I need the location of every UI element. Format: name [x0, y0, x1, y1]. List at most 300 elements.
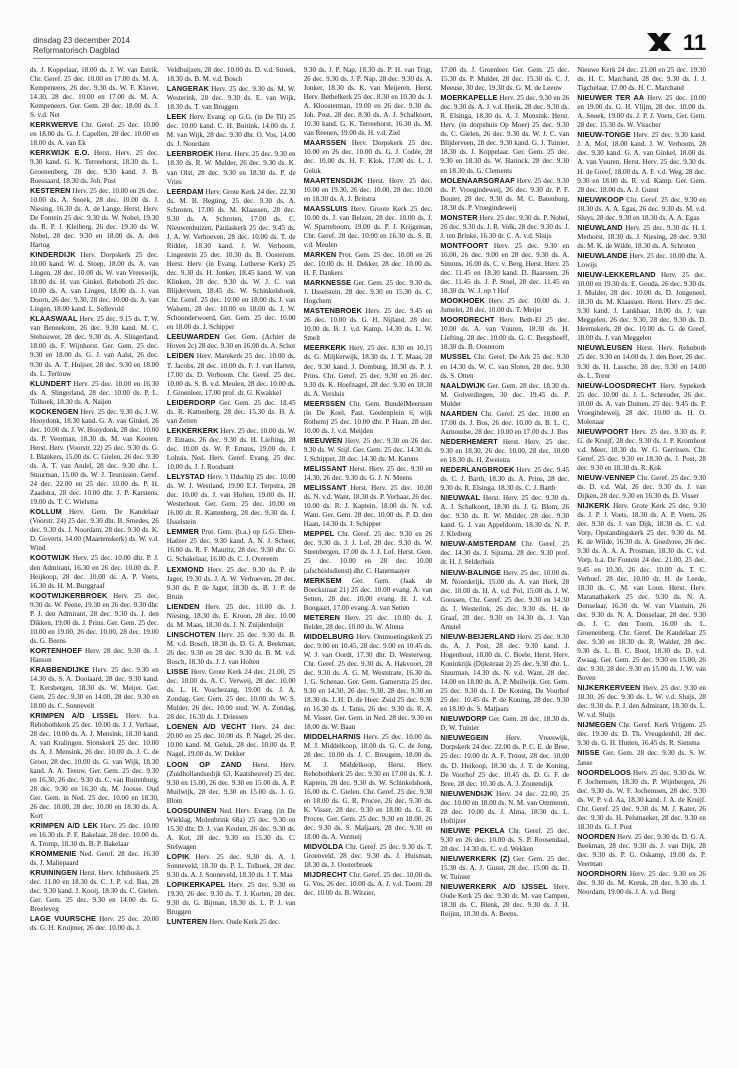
service-details: Herv. 28 dec. 9.30 ds. J. Hanson: [30, 646, 159, 664]
listing-entry: [440, 854, 569, 882]
listing-entry: [577, 93, 706, 130]
listing-entry: [167, 149, 296, 186]
service-details: Herst. Herv. 25 dec. 9.30 ds. A. J. Schalkoort, 18.30 ds. J. G. Blom, 26 dec. 9.30 ds. R. W. Mulder, 28 dec. 9.30 kand. G. J. van Appeldoorn, 18.30 ds. N. P. J. Kleiberg: [440, 494, 570, 539]
place-name: NIEUW-BALINGE: [440, 567, 502, 577]
listing-entry: [167, 527, 296, 564]
service-details: Herv. 25 dec. 10.00 dhr. P. J. den Admirant, 16.30 en 26 dec. 10.00 ds. P. Heijkoop, 28 dec. 10.00 ds. A. P. Voets, 16.30 ds. H. M. Burggraaf: [30, 554, 159, 590]
service-details: Herv. Gem. De Kandelaar (Voorstr. 24) 25 dec. 9.30 dhr. B. Smedes, 26 dec. 9.30 ds. J. Noordam, 28 dec. 9.30 ds. K. D. Goverts, 14.00 (Maartenskerk) ds. W. v.d. Wind: [30, 508, 159, 553]
service-details: Herv. 25 dec. 10.00 ds. J. Jumelet, 28 dec. 10.00 ds. T. Meijer: [440, 297, 570, 315]
place-name: KRUININGEN: [30, 868, 78, 878]
listing-entry: [167, 112, 296, 149]
place-name: KORTENHOEF: [30, 645, 83, 655]
place-name: MOORDRECHT: [440, 315, 495, 325]
place-name: METEREN: [303, 612, 340, 622]
place-name: MEERKERK: [303, 343, 347, 353]
listing-entry: [30, 591, 159, 646]
place-name: MARKEN: [303, 249, 337, 259]
place-name: NEDERHEMERT: [440, 436, 498, 446]
place-name: MASTENBROEK: [303, 306, 362, 316]
place-name: NIEUWE PEKELA: [440, 825, 505, 835]
service-details: Ger. Gem. 28 dec. 18.30 ds. D. W. Tuinier: [440, 715, 570, 733]
place-name: MAASSLUIS: [303, 203, 348, 213]
listing-entry: [30, 250, 159, 314]
listing-entry: [304, 278, 433, 306]
listing-entry: [167, 472, 296, 527]
listing-entry: [30, 868, 159, 914]
place-name: NIEUWENDIJK: [440, 788, 493, 798]
service-details: Herv. 25 dec. 9.30 en 26 dec. 9.30 ds. W. Stijf. Ger. Gem. 25 dec. 14.30 ds. J. Schipper, 28 dec. 14.30 ds. M. Karens: [303, 436, 433, 463]
listing-entry: [167, 426, 296, 472]
service-details: Herv. 25 dec. 9.30 ds. D. G. A. Beekman, 28 dec. 9.30 ds. J. van Dijk, 28 dec. 9.30 ds. P. G. Oskamp, 19.00 ds. P. Veerman: [577, 832, 706, 869]
place-name: KROMMENIE: [30, 848, 77, 858]
service-details: Herv. Vreeswijk, Dorpskerk 24 dec. 22.00 ds. P. C. E. de Bree, 25 dec. 10.00 dr. A. F. Troost, 28 dec. 10.00 ds. D. Heikoop, 18.30 ds. J. T. de Koning, De Voorhof 25 dec. 10.45 ds. D. G. F. de Bree, 28 dec. 10.30 ds. A. J. Zoutendijk: [440, 734, 570, 788]
listing-entry: [30, 148, 159, 185]
listing-entry: [577, 195, 706, 223]
place-name: NEDERLANGBROEK: [440, 465, 515, 475]
listing-entry: [577, 270, 706, 343]
place-name: LEIDEN: [166, 351, 195, 361]
place-name: MIJDRECHT: [303, 870, 348, 880]
service-details: Ger. Gem. (Achter de Hoven 2c) 28 dec. 9.30 en 16.00 ds. A. Schot: [166, 333, 296, 351]
place-name: LOENEN A/D VECHT: [166, 722, 247, 732]
listing-entry: [167, 351, 296, 397]
page-number: 11: [683, 30, 707, 55]
service-details: Herst. Herv. Rehoboth 25 dec. 9.30 en 14.00 ds. J. den Boer, 26 dec. 9.30 ds. H. Lassche, 28 dec. 9.30 en 14.00 ds. L. Treur: [577, 344, 706, 380]
place-name: NISSE: [577, 748, 600, 758]
place-name: NIEUWER TER AA: [577, 93, 645, 103]
place-name: NIEUW-VENNEP: [577, 473, 635, 483]
place-name: LEKKERKERK: [166, 425, 219, 435]
place-name: MELISSANT: [303, 464, 347, 474]
listing-entry: [304, 576, 433, 613]
listing-entry: [30, 407, 159, 508]
listing-entry: [577, 223, 706, 251]
service-details: Herv. 25 dec. 9.30 en 26 dec. 9.30 ds. M. Kreuk, 28 dec. 9.30 ds. J. Noordam, 19.00 ds. J. A. v.d. Berg: [577, 870, 706, 897]
service-details: Herv. b.a. Rehobothkerk 25 dec. 10.00 ds. J. J. Verhaar, 28 dec. 10.00 ds. A. J. Mensink, 18.30 kand. A. van Kralingen. Sionskerk 25 dec. 10.00 ds. A. J. Mensink, 26 dec. 10.00 ds. J. C. de Groot, 28 dec. 10.00 ds. G. van Wijk, 18.30 kand. A. A. Teeuw. Ger. Gem. 25 dec. 9.30 en 16.30, 26 dec. 9.30 ds. C. van Ruitenburg, 28 dec. 9.30 en 16.30 ds. M. Joosse. Oud Ger. Gem. in Ned. 25 dec. 10.00 en 18.30, 26 dec. 10.00, 28 dec. 10.00 en 18.30 ds. A. Kort: [30, 712, 159, 820]
service-details: Herv. 25 dec. 9.30 ds. M. W. Westerink, 28 dec. 9.30 ds. E. van Wijk, 18.30 ds. T. van Bruggen: [166, 85, 296, 112]
listing-entry: [167, 852, 296, 880]
service-details: Nieuwe Kerk 24 dec. 21.00 en 25 dec. 19.30 ds. H. C. Marchand, 28 dec. 9.30 ds. J. J. Tigchelaar, 17.00 ds. H. C. Marchand: [577, 66, 706, 93]
service-details: Chr. Geref. 25 dec. 9.30 en 26 dec. 9.30 ds. J. J. Lof, 28 dec. 9.30 ds. W. Steenbergen, 17.00 ds. J. J. Lof. Herst. Gem. 25 dec. 10.00 en 28 dec. 10.00 (afscheidsdienst) dhr. C. Hanemaayer: [303, 530, 433, 575]
listing-entry: [304, 250, 433, 278]
service-details: Herv. 25 dec. 9.45 ds. C. J. Barth, 18.30 ds. A. Prins, 28 dec. 9.30 ds. R. Elsinga, 18.30 ds. C. J. Barth: [440, 466, 570, 493]
listing-entry: [440, 568, 569, 632]
service-details: Herv. 25 dec. 10.00 en 26 dec. 10.00 ds. A. Snoek, 28 dec. 10.00 ds. J. Niesing, 16.30 ds. A. de Lange. Herst. Herv. De Fontein 25 dec. 9.30 ds. W. Nobel, 19.30 ds. R. P. J. Kleiberg, 26 dec. 19.30 ds. W. Nobel, 28 dec. 9.30 en 18.00 ds. A. den Hartog: [30, 186, 159, 249]
listing-entry: [30, 314, 159, 378]
listing-column-2: [167, 66, 296, 1056]
newspaper-name: Reformatorisch Dagblad: [33, 46, 120, 55]
service-details: Herv. Ontmoetingskerk 25 dec. 9.00 en 10.45, 28 dec. 9.00 en 10.45 ds. W. J. van Oordt, 17.30 dhr. D. Westerweg. Chr. Geref. 25 dec. 9.30 ds. A. Hakvoort, 28 dec. 9.30 ds. A. G. M. Weststrate, 16.30 ds. J. G. Schenau. Ger. Gem. Gamerstra 25 dec. 9.30 en 14.30, 26 dec. 9.30, 28 dec. 9.30 en 18.30 ds. J. H. D. de Heer. Zuid 25 dec. 9.30 en 16.30 ds. J. Tanis, 26 dec. 9.30 ds. R. A. M. Visser. Ger. Gem. in Ned. 28 dec. 9.30 en 18.00 ds. W. Baan: [303, 632, 433, 732]
place-name: MONSTER: [440, 212, 478, 222]
service-details: Herv. 25 dec. 10.00 ds. M. Noorderijk, 15.00 ds. A. van Herk, 28 dec. 10.00 ds. H. A. v.d. Pol, 15.00 ds. J. W. Goossen, Chr. Geref. 25 dec. 9.30 en 14.30 ds. J. Westerink, 26 dec. 9.30 ds. H. de Graaf, 28 dec. 9.30 en 14.30 ds. J. Van Amstel: [440, 568, 570, 631]
place-name: KERKWIJK E.O.: [30, 148, 90, 158]
place-name: NIJKERK: [577, 501, 610, 511]
listing-entry: [440, 632, 569, 714]
place-name: NIEUWLEUSEN: [577, 343, 633, 353]
listing-entry: [304, 842, 433, 870]
place-name: MONTFOORT: [440, 240, 489, 250]
listing-entry: [577, 683, 706, 720]
listing-entry: [30, 914, 159, 933]
place-name: MOERKAPELLE: [440, 93, 498, 103]
service-details: Herv. 25 dec. 9.30 ds. B. M. v.d. Bosch, 18.30 ds. D. G. A. Beekman, 26 dec. 9.30 en 28 dec. 9.30 ds. B. M. v.d. Bosch, 18.30 ds. J. J. van Holten: [166, 630, 296, 666]
service-details: Herst. Herv. Ichthuskerk 25 dec. 11.00 en 18.30 ds. C. J. P. v.d. Bas, 28 dec. 9.30 kand. J. Kooij, 18.30 ds. C. Gielen. Ger. Gem. 25 dec. 9.30 en 14.00 ds. G. Breeleveg: [30, 869, 159, 914]
place-name: NIJKERKERVEEN: [577, 683, 641, 693]
service-details: Herv. 25 dec. 9.30 ds. F. G. de Kruijf, 28 dec. 9.30 ds. J. P. Kromhout v.d. Meer, 18.30 ds. W. G. Gerritsen. Chr. Geref. 25 dec. 9.30 en 18.30 ds. J. Post, 28 dec. 9.30 en 18.30 ds. R. Kok: [577, 427, 706, 473]
service-details: Herst. Herv. 25 dec. 10.00 ds. N. v.d. Want, 18.30 ds. P. Verhaar, 26 dec. 10.00 ds. R. J. Kaptein, 18.00 ds. N. v.d. Want. Ger. Gem. 28 dec. 10.00 ds. P. D. den Haan, 14.30 ds. J. Schipper: [303, 484, 433, 529]
service-details: Ned. Geref. 28 dec. 16.30 ds. J. Maliepaard: [30, 849, 159, 868]
service-details: Herv. 25 dec. 9.30 en 19.30, 26 dec. 9.30 ds. T. J. Korten, 28 dec. 9.30 ds. G. Bijman, 18.30 ds. L. P. J. van Bruggen: [166, 881, 296, 917]
place-name: NOORDELOOS: [577, 767, 631, 777]
place-name: MARKNESSE: [303, 278, 352, 288]
place-name: LEMMER: [166, 527, 200, 537]
listing-entry: [440, 315, 569, 352]
listing-entry: [440, 93, 569, 175]
service-details: Herv. 25 dec. 20.00 ds. G. H. Kruijmer, 26 dec. 10.00 ds. J.: [30, 915, 159, 933]
place-name: NOORDHORN: [577, 869, 627, 879]
listing-entry: [30, 849, 159, 868]
service-details: Herv. 25 dec. 10.00 en 19.00 ds. G. H. Vlijm, 28 dec. 10.00 ds. A. Snoek, 19.00 ds. J. P. J. Voets, Ger. Gem. 28 dec. 15.30 ds. W. Visscher: [577, 94, 706, 130]
listing-entry: [577, 343, 706, 380]
service-details: Herv. 25 dec. 10.00 dhr. A. Lowijs: [577, 251, 706, 269]
place-name: NAALDWIJK: [440, 380, 486, 390]
place-name: MEEUWEN: [303, 435, 343, 445]
service-details: Chr. Geref. 25 dec. 9.30 en 26 dec. 10.00 ds. S. P. Roosendaal, 28 dec. 14.30 ds. C. v.d. Wekken: [440, 826, 570, 853]
service-details: Herv. 25 dec. 9.30 ds. P. Nobel, 26 dec. 9.30 ds. J. R. Volk, 28 dec. 9.30 ds. J. J. ten Brinke, 16.30 dr. C. A. v.d. Sluijs: [440, 213, 570, 240]
place-name: KRIMPEN A/D LISSEL: [30, 711, 119, 721]
place-name: MIDDELHARNIS: [303, 732, 361, 742]
listing-entry: [440, 539, 569, 567]
service-details: Prot. Gem. 25 dec. 10.00 en 26 dec. 10.00 ds. H. Dekker, 28 dec. 10.00 ds. H. F. Dankers: [303, 250, 433, 278]
listing-entry: [577, 66, 706, 93]
service-details: Herv. Grote Kerk 24 dec. 22.30 ds. M. B. Hegting, 25 dec. 9.30 ds. A. Schroten, 17.00 ds. M. Klaassen, 28 dec. 9.30 ds. A. Schroten, 17.00 ds. C. Nieuwenhuizen, Paulaskerk 25 dec. 9.45 ds. J. A. W. Verhoeven, 28 dec. 10.00 ds. T. de Ridder, 18.30 kand. J. W. Verhoom, Lingestein 25 dec. 10.30 ds. B. Oosterom. Herst. Herv. (in Evang. Lutherse Kerk) 25 dec. 9.30 ds. H. Jonker, 18.45 kand. W. van Klinken, 28 dec. 9.30 ds. W. J. C. van Blijderveen, 18.45 ds. W. Schinkelshoek. Chr. Geref. 25 dec. 10.00 en 18.00 ds. J. van Walsem, 28 dec. 10.00 en 18.00 ds. J. W. Schoonderwoerd, Ger. Gem. 25 dec. 10.00 en 18.00 ds. J. Schipper: [166, 187, 296, 332]
place-name: NIEUW-LEKKERLAND: [577, 270, 656, 280]
service-details: Herv. 25 dec. 10.00 en 16.30 ds. P. F. Bakelaar, 28 dec. 10.00 ds. A. Tromp, 18.30 ds. B. P. Bakelaar: [30, 821, 159, 848]
place-name: LAGE VUURSCHE: [30, 914, 96, 924]
service-details: Chr. Geref. 25 dec. 9.30 ds. T. Groenveld, 28 dec. 9.30 ds. J. Huisman, 18.30 ds. J. Oosterbroek: [303, 842, 433, 870]
service-details: Herv. 24 dec. 20.00 en 25 dec. 10.00 ds. P. Nagel, 26 dec. 10.00 kand. M. Geluk, 28 dec. 10.00 ds. P. Nagel, 19.00 ds. W. Dekker: [166, 723, 296, 759]
place-name: LOOSDUINEN: [166, 805, 217, 815]
service-details: Chr. Geref. Kerk Vrijgem. 25 dec. 19.30 ds. D. Th. Vreugdenhil, 28 dec. 9.30 ds. G. H. Hutten, 16.45 ds. R. Sietsma: [577, 721, 706, 748]
listing-entry: [440, 381, 569, 409]
listing-entry: [440, 409, 569, 437]
listing-entry: [304, 66, 433, 138]
service-details: Herv. Grote Kerk 25 dec. 9.30 ds. J. P. J. Voets, 18.30 ds. A. P. Voets, 26 dec. 9.30 ds. J. van Dijk, 18.30 ds. C. v.d. Vorp, Opstandingskerk 25 dec. 9.30 ds. M. K. de Wilde, 16.30 ds. A. Goedvree, 26 dec. 9.30 ds. A. A. A. Prosman, 18.30 ds. C. v.d. Vorp, b.a. De Fontein 24 dec. 21.00, 25 dec. 9.45 en 10.30, 26 dec. 10.00 ds. T. C. Verhoef. 28 dec. 10.00 dr. H. de Leede, 18.30 ds. C. M. van Loon. Herst. Herv. Maranathakerk 25 dec. 9.30 ds. N. A. Donselaar, 16.30 ds. W. van Vlastuin, 26 dec. 9.30 ds. N. A. Donselaar, 28 dec. 9.30 ds. J. C. den Toom, 16.00 ds. L. Groenenberg. Chr. Geref. De Kandelaar 25 dec. 9.30 en 18.30 ds. R. Walder, 28 dec. 9.30 ds. L. B. C. Boot, 18.30 ds. D. v.d. Zwaag. Ger. Gem. 25 dec. 9.30 en 15.00, 26 dec. 9.30, 28 dec. 9.30 en 15.00 ds. J. W. van Boven: [577, 502, 706, 683]
place-name: KOOTWIJK: [30, 553, 71, 563]
service-details: Herv. 24 dec. 22.00, 25 dec. 10.00 en 18.00 ds. N. M. van Ommeren, 28 dec. 10.00 ds. J. Alma, 18.30 ds. L. Hoftijzer: [440, 789, 570, 825]
place-name: KERKWERVE: [30, 120, 79, 130]
service-details: Ger. Gem. (Jaak de Boeckstraat 21) 25 dec. 10.00 evang. A. van Setten, 28 dec. 10.00 evang. H. J. v.d. Boogaart, 17.00 evang. A. van Setten: [303, 576, 433, 612]
place-name: NIEUW-LOOSDRECHT: [577, 380, 657, 390]
place-name: MOLENAARSGRAAF: [440, 175, 515, 185]
place-name: NIEUW-BEIJERLAND: [440, 631, 516, 641]
place-name: LISSE: [166, 667, 189, 677]
service-details: Chr. Geref. 25 dec. 9.30 ds. D. v.d. Wal, 26 dec. 9.30 ds. J. van Dijken, 28 dec. 9.30 en 16.30 ds. D. Visser: [577, 474, 706, 501]
listing-entry: [577, 748, 706, 767]
service-details: Herv. 25 dec. 10.00 en 16.30 ds. A. Slingerland, 28 dec. 10.00 ds. P. L. Tolhoek, 18.30 ds. A. Naijen: [30, 379, 159, 406]
place-name: LEERBROEK: [166, 149, 214, 159]
service-details: Chr. Geref. 25 dec. 10.00 ds. G. Vos, 26 dec. 10.00 ds. A. J. v.d. Toorn. 28 dec. 10.00 ds. B. Witzier,: [303, 871, 433, 898]
service-details: Herv. 25 dec. 9.45 en 26 dec. 10.00 ds. G. H. Nijland, 28 dec. 10.00 ds. B. J. v.d. Kamp, 14.30 ds. L. W. Smelt: [303, 307, 433, 343]
listing-entry: [30, 507, 159, 553]
service-details: Herst. Herv. 25 dec. 9.30 en 18.30, 26 dec. 10.00, 28 dec. 10.00 en 18.30 ds. H. Zweistra: [440, 437, 570, 464]
listing-entry: [167, 630, 296, 667]
listing-entry: [304, 483, 433, 529]
place-name: NIEUWPOORT: [577, 426, 629, 436]
listing-entry: [577, 427, 706, 473]
service-details: 9.30 ds. J. P. Nap, 18.30 ds. P. H. van Trigt, 26 dec. 9.30 ds. J. P. Nap, 28 dec. 9.30 ds. A. Jonker, 18.30 ds. K. van Meijeren. Herst. Herv. Bethelkerk 25 dec. 8.30 en 10.30 ds. J. A. Kloosterman, 19.00 en 26 dec. 9.30 ds. Joh. Post, 28 dec. 8.30 ds. A. J. Schalkoort, 10.30 kand. G. K. Terreehorst, 16.30 ds. M. van Reenen, 19.00 ds. H. v.d. Ziel: [303, 66, 433, 138]
place-name: NIEUW-AMSTERDAM: [440, 539, 516, 549]
service-details: Ger. Gem. 25 dec. 18.45 ds. R. Kattenberg, 28 dec. 15.30 ds. H. A. van Zetten: [166, 398, 296, 425]
listing-entry: [167, 806, 296, 852]
service-details: Prot. Gem. (b.a.) op G.G. Eben-Haëzer 25 dec. 9.30 kand. A. N. J. Scheer, 16.00 ds. R. F. Mauritz, 28 dec. 9.30 dhr. G. G. Schakelaar, 16.00 ds. C. J. Overeem: [166, 528, 296, 564]
place-name: NIEUWLAND: [577, 222, 623, 232]
service-details: Herv. Dorpskerk 25 dec. 10.00 kand. W. d. Stoep, 18.00 ds. A. van Lingen, 28 dec. 10.00 ds. W. van Vreeswijk, 18.00 ds. H. van Ginkel. Rehoboth 25 dec. 10.00 ds. A. van Lingen, 18.00 ds. J. van Doorn, 26 dec. 9.30, 28 dec. 10.00 ds. A. van Lingen, 18.00 kand. L. Sollevold: [30, 250, 159, 314]
listing-entry: [30, 186, 159, 250]
place-name: KLUNDERT: [30, 378, 71, 388]
service-details: Herst. Herv. 25 dec. 10.00 en 19.30, 26 dec. 10.00, 28 dec. 10.00 en 18.30 ds. A. J. Britstra: [303, 176, 433, 203]
service-details: Chr. Geref. 25 dec. 9.30 en 18.30 ds. A. A. Egas, 26 dec. 9.30 ds. M. v.d. Sluys, 28 dec. 9.30 en 18.30 ds. A. A. Egas: [577, 195, 706, 222]
place-name: LANGERAK: [166, 84, 209, 94]
listing-entry: [304, 464, 433, 483]
place-name: LUNTEREN: [166, 917, 208, 927]
listing-entry: [167, 722, 296, 759]
place-name: KOOTWIJKERBROEK: [30, 590, 108, 600]
listing-entry: [167, 917, 296, 927]
place-name: MERKSEM: [303, 575, 342, 585]
service-details: Herv. 25 dec. 10.00 ds. M. J. Middelkoop, 18.00 ds. G. C. de Jong, 28 dec. 10.00 ds. J. C. Breugem, 18.00 ds. M. J. Middelkoop, Herst. Herv. Rehobothkerk 25 dec. 9.30 en 17.00 ds. K. J. Kaptein, 28 dec. 9.30 ds. W. Schinkelshoek, 16.00 ds. C. Gielen. Chr. Geref. 25 dec. 9.30 en 18.00 ds. G. R. Procee, 26 dec. 9.30 ds. K. Visser, 28 dec. 9.30 en 18.00 ds. G. R. Procee. Ger. Gem. 25 dec. 9.30 en 18.00, 26 dec. 9.30 ds. S. Maljaars, 28 dec. 9.30 en 18.00 ds. A. Vermeij: [303, 733, 433, 841]
listing-entry: [304, 204, 433, 250]
place-name: KINDERDIJK: [30, 249, 76, 259]
service-details: Herv. 25 dec. 9.30 en 14.30 ds. S. A. Doolaard, 28 dec. 9.30 kand. T. Kersbergen, 18.30 ds. W. Meijer. Ger. Gem. 25 dec. 9.30 en 14.00, 28 dec. 9.30 en 18.00 ds. C. Sonnevelt: [30, 666, 159, 711]
service-details: Herv. 25 dec. 9.30 ds. P. de Jager, 19.30 ds. J. A. W. Verhoeven, 28 dec. 9.30 ds. P. de Jager, 18.30 ds. B. J. P. de Bruin: [166, 565, 296, 601]
listing-entry: [30, 66, 159, 120]
service-details: Chr. Geref. 25 dec. 10.00 en 17.00 ds. J. Bos, 26 dec. 10.00 ds. B. L. C. Aarnoudse, 28 dec. 10.00 en 17.00 ds. J. Bos: [440, 409, 570, 436]
listing-entry: [440, 66, 569, 93]
listing-entry: [167, 84, 296, 112]
listing-entry: [577, 869, 706, 897]
service-details: Herv. 't IJdschip 25 dec. 10.00 ds. W. J. Westland, 19.00 E.J. Terpstra, 28 dec. 10.00 ds. J. van Holten, 19.00 ds. H. Westerhout. Ger. Gem. 25 dec. 10.00 en 16.00 dr. R. Kattenberg, 28 dec. 9.30 ds. J. IJsselstein: [166, 473, 296, 527]
listing-entry: [304, 870, 433, 898]
listing-entry: [440, 213, 569, 241]
service-details: Herv. 25 dec. 8.30 en 10.15 ds. G. Miljkerwijk, 18.30 ds. J. T. Maas, 28 dec. 9.30 kand. J. Domburg, 18.30 ds. P. J. Prins. Chr. Geref. 25 dec. 9.30 en 26 dec. 9.30 ds. K. Hoefnagel, 28 dec. 9.30 en 18.30 ds. A. Versluis: [303, 344, 433, 398]
service-details: Ger. Gem. 28 dec. 9.30 ds. S. W. Janse: [577, 749, 706, 767]
church-services-listing: [30, 66, 706, 1056]
place-name: LOON OP ZAND: [166, 759, 242, 769]
place-name: MUSSEL: [440, 352, 472, 362]
place-name: LIENDEN: [166, 601, 200, 611]
listing-entry: [440, 733, 569, 788]
service-details: Herv. 25 dec. 9.30 ds. W. Peene, 19.30 en 26 dec. 9.30 dhr. P. J. den Admirant, 28 dec. 9.30 ds. J. den Dikken, 19.00 ds. J. Prins. Ger. Gem. 25 dec. 10.00 en 19.00, 26 dec. 10.00, 28 dec. 19.00 ds. G. Beens: [30, 591, 159, 645]
listing-entry: [304, 436, 433, 464]
service-details: Herv. 25 dec. 9.30 kand. J. A. Mol, 18.00 kand. J. W. Verhoom, 28 dec. 9.30 kand. G. A. van Ginkel, 18.00 ds. A. van Vuuren. Herst. Herv. 25 dec. 9.30 ds. H. de Greef, 18.00 ds. A. F. v.d. Weg, 28 dec. 9.30 en 18.00 ds. R. v.d. Kamp. Ger. Gem. 28 dec. 18.00 ds. A. J. Gunst: [577, 131, 706, 194]
listing-entry: [30, 120, 159, 148]
header-divider: [33, 58, 703, 59]
place-name: NIEUWAAL: [440, 493, 481, 503]
place-name: LEIDERDORP: [166, 397, 216, 407]
listing-entry: [167, 398, 296, 426]
place-name: KOCKENGEN: [30, 406, 79, 416]
place-name: MAARTENSDIJK: [303, 175, 363, 185]
service-details: Herv. 25 dec. 10.00 ds. W. P. Emaus, 26 dec. 9.30 ds. H. Liefting, 28 dec. 10.00 ds. W. P. Emaus, 19.00 ds. J. Lohuis. Ned. Herv. Geref. Evang. 25 dec. 10.00 ds. J. J. Roodsant: [166, 426, 296, 472]
listing-entry: [440, 296, 569, 315]
place-name: KLAASWAAL: [30, 314, 78, 324]
service-details: Herv. 25 dec. 9.30 ds. A. J. Post, 28 dec. 9.30 kand. J. Hogenhout, 18.00 ds. C. Boele, Herst. Herv. Koninkrijk (Dijkstraat 2) 25 dec. 9.30 dhr. L. Stuurman, 14.30 ds. N. v.d. Want, 28 dec. 14.00 en 18.00 ds. A. P. Muilwijk. Ger. Gem. 25 dec. 9.30 ds. J. De Koning, De Voorhof 25 dec. 10.45 ds. P. de Koning, 28 dec. 9.30 en 18.00 ds. S. Maljaars: [440, 632, 570, 714]
service-details: Herv. 25 dec. 9.30 ds. W. F. Jochemsen, 18.30 ds. P. Wijnbergen, 26 dec. 9.30 ds. W. F. Jochemsen, 28 dec. 9.30 ds. W. P. v.d. Aa, 18.30 kand. J. A. de Kruijf. Chr. Geref. 25 dec. 9.30 ds. M. J. Kater, 26 dec. 9.30 ds. H. Pelsmaeker, 28 dec. 9.30 en 18.30 ds. G. J. Post: [577, 768, 706, 831]
service-details: Ger. Gem. 28 dec. 18.30 ds. M. Golverdingen, 30 dec. 19.45 ds. P. Mulder: [440, 381, 570, 408]
listing-entry: [577, 381, 706, 427]
listing-entry: [167, 66, 296, 84]
place-name: NIEUWERKERK A/D IJSSEL: [440, 882, 548, 892]
listing-entry: [304, 632, 433, 733]
listing-entry: [167, 880, 296, 917]
issue-date: dinsdag 23 december 2014: [33, 36, 130, 45]
place-name: LOPIKERKAPEL: [166, 880, 226, 890]
service-details: Veldhuijzen, 28 dec. 10.00 ds. D. v.d. Streek, 18.30 ds. B. M. v.d. Bosch: [166, 66, 296, 84]
service-details: Herv. Grote Kerk 24 dec. 21.00, 25 dec. 10.00 ds. A. C. Verweij, 28 dec. 10.00 ds. L. H. Voschezang, 19.00 ds. J. A. Zondag. Ger. Gem. 25 dec. 10.00 ds. W. S. Mulder, 26 dec. 10.00 stud. W. A. Zondag, 28 dec. 16.30 ds. J. Driessen: [166, 668, 296, 722]
place-name: LINSCHOTEN: [166, 629, 216, 639]
service-details: Herv. 25 dec. 9.30 ds. P. Vroegindeweij, 26 dec. 9.30 dr. P. F. Bouter, 28 dec. 9.30 ds. M. C. Batenburg, 18.30 ds. P. Vroegindeweij: [440, 176, 570, 212]
service-details: Herv. Oude Kerk 25 dec. 9.30 dr. M. van Campen, 18.30 ds. C. Blenk, 28 dec. 9.30 ds. J. H. Reijim, 18.30 ds. A. Beens.: [440, 883, 570, 919]
service-details: Herv. 25 dec. 9.15 ds. T. W. van Bennekom, 26 dec. 9.30 kand. M. C. Stehouwer, 28 dec. 9.30 ds. A. Slingerland, 18.00 ds. F. Wijnhorst. Ger. Gem. 25 dec. 9.30 en 18.00 ds. G. J. van Aalst, 26 dec. 9.30 ds. A. T. Huijser, 28 dec. 9.30 en 18.00 ds. L. Terlouw: [30, 315, 159, 378]
listing-entry: [30, 665, 159, 711]
listing-entry: [167, 760, 296, 806]
service-details: Herv. Marekerk 25 dec. 10.00 ds. T. Jacobs, 28 dec. 10.00 ds. F. J. van Harten, 17.00 ds. D. Verboom. Chr. Geref. 25 dec. 10.00 ds. S. B. v.d. Meulen, 28 dec. 10.00 ds. J. Groenleer, 17.00 prof. dr. G. Kwakkel: [166, 352, 296, 397]
listing-entry: [440, 352, 569, 380]
service-details: Herv. 25 dec. 9.30 en 26 dec. 9.30 ds. A. J. v.d. Herik, 28 dec. 9.30 ds. R. Elsinga, 18.30 ds. A. J. Mensink. Herst. Herv. (in dorpshuis Op Moer) 25 dec. 9.30 ds. C. Gielen, 26 dec. 9.30 ds. W. J. C. van Blijderveen, 28 dec. 9.30 kand. G. J. Tuinier, 18.30 ds. J. Koppelaar. Ger. Gem. 25 dec. 9.30 en 18.30 ds. W. Harinck, 28 dec. 9.30 en 18.30 ds. G. Clements: [440, 94, 570, 175]
listing-entry: [167, 602, 296, 630]
listing-entry: [167, 187, 296, 333]
service-details: 17.00 ds. J. Groenleer. Ger. Gem. 25 dec. 15.30 ds. P. Mulder, 28 dec. 15.30 ds. C. J. Meeuse, 30 dec. 19.30 ds. G. M. de Leeuw: [440, 66, 570, 93]
listing-column-5: [577, 66, 706, 1056]
service-details: Herv. 25 dec. 9.30 en 18.30, 26 dec. 9.30 ds. L. W. v.d. Sluijs, 28 dec. 9.30 ds. P. J. den Admirant, 18.30 ds. L. W. v.d. Sluijs: [577, 684, 706, 720]
place-name: NAARDEN: [440, 408, 478, 418]
place-name: MEERSSEN: [303, 398, 346, 408]
listing-entry: [440, 493, 569, 539]
place-name: LEEK: [166, 112, 187, 122]
service-details: Herv. Beth-El 25 dec. 10.00 ds. A. van Vuuren, 18.30 ds. H. Liefting, 28 dec. 10.00 ds. G. C. Bergshoeff, 18.30 ds. B. Oosterom: [440, 316, 570, 352]
listing-entry: [304, 613, 433, 632]
service-details: Herst. Herv. 25 dec. 9.30 en 18.30 ds. R. W. Mulder, 26 dec. 9.30 ds. K. van Olst, 28 dec. 9.30 en 18.30 ds. P. de Vries: [166, 150, 296, 186]
place-name: NIEUWEGEIN: [440, 733, 489, 743]
listing-entry: [304, 176, 433, 204]
listing-entry: [167, 667, 296, 722]
place-name: NIEUW-TONGE: [577, 130, 631, 140]
place-name: NIEUWKOOP: [577, 194, 624, 204]
listing-entry: [30, 711, 159, 821]
service-details: Herv. Sypekerk 25 dec. 10.00 ds. J. L. Schreuder, 26 dec. 10.00 ds. A. van Duinen, 25 dec. 9.45 ds. P. Vroegindeweij, 28 dec. 10.00 ds. H. O. Molenaar: [577, 381, 706, 426]
listing-entry: [440, 882, 569, 919]
place-name: MIDDELBURG: [303, 631, 355, 641]
service-details: Herv. 25 dec. 10.00 ds. J. Belder, 28 dec. 10.00 ds. W. Altena: [303, 613, 433, 631]
place-name: MAARSSEN: [303, 138, 347, 148]
listing-column-1: [30, 66, 159, 1056]
service-details: Herv. 25 dec. 9.30 ds. J. W. Hooydonk, 18.30 kand. G. A. van Ginkel, 26 dec. 10.00 ds. J. W. Hooydonk, 28 dec. 10.00 ds. P. Veerman, 18.30 ds. M. van Kooten. Herst. Herv. (Voorstr. 22) 25 dec. 9.30 ds. G. J. Blankers, 15.00 ds. C. Gielen, 26 dec. 9.30 ds. A. T. van Andel, 28 dec. 9.30 dhr. L. Stuurman, 15.00 ds. W. J. Teunissen. Geref. 24 dec. 22.00 en 25 dec. 10.00 ds. P. H. Zaadstra, 28 dec. 10.00 dhr. J. P. Karstens, 19.00 ds. T. C. Wielsma: [30, 407, 159, 507]
listing-entry: [440, 826, 569, 854]
listing-entry: [577, 473, 706, 501]
service-details: ds. J. Koppelaar, 18.00 ds. J. W. van Estrik. Chr. Geref. 25 dec. 10.00 en 17.00 ds. M. A. Kempeneers, 26 dec. 9.30 ds. W. F. Klaver, 14.30, 28 dec. 10.00 en 17.00 ds. M. A. Kempeneers. Ger. Gem. 28 dec. 18.00 ds. J. S. v.d. Net: [30, 66, 159, 120]
service-details: Herv. 25 dec. 9.30 ds. H. I. Methorst, 18.30 ds. J. Niesing, 28 dec. 9.30 ds. M. K. de Wilde, 18.30 ds. A. Schroten: [577, 223, 706, 250]
listing-entry: [304, 529, 433, 575]
place-name: LEERDAM: [166, 186, 204, 196]
listing-entry: [304, 399, 433, 436]
listing-entry: [577, 832, 706, 869]
listing-entry: [304, 306, 433, 343]
listing-column-3: [304, 66, 433, 1056]
listing-entry: [577, 768, 706, 832]
x-logo-icon: [645, 31, 673, 53]
page-header: [0, 0, 738, 58]
service-details: Chr. Geref. 25 dec. 10.00 en 18.00 ds. G. J. Capellen, 28 dec. 10.00 en 18.00 ds. A. van Ek: [30, 121, 159, 148]
listing-entry: [577, 251, 706, 270]
service-details: Ger. Gem. 25 dec. 15.30 ds. A. J. Gunst, 28 dec. 15.00 ds. D. W. Tuinier: [440, 854, 570, 882]
listing-entry: [440, 176, 569, 213]
listing-entry: [440, 789, 569, 826]
place-name: MEPPEL: [303, 529, 335, 539]
place-name: MIDVOLDA: [303, 841, 344, 851]
listing-entry: [577, 501, 706, 683]
place-name: NIEUWERKERK (Z): [440, 853, 510, 863]
place-name: MOOKHOEK: [440, 296, 485, 306]
service-details: Herst. Herv. (Zuidhollandsedijk 63, Kaatsheuvel) 25 dec. 9.30 en 15.00, 26 dec. 9.30 en 15.00 ds. A. P. Muilwijk, 28 dec. 9.30 en 15.00 ds. J. G. Blom: [166, 760, 296, 805]
place-name: LELYSTAD: [166, 472, 205, 482]
place-name: LOPIK: [166, 851, 190, 861]
service-details: Herv. 25 dec. 9.30 en 16.00, 26 dec. 9.00 en 28 dec. 9.30 ds. A. Simons, 16.00 ds. C. v. Berg. Herst. Herv. 25 dec. 11.45 en 18.30 kand. D. Baarssen, 26 dec. 11.45 ds. J. P. Stoel, 28 dec. 11.45 en 18.30 ds. W. J. op 't Hof: [440, 241, 570, 296]
service-details: Herv. Oude Kerk 25 dec.: [209, 918, 280, 927]
listing-entry: [577, 130, 706, 194]
listing-entry: [577, 720, 706, 748]
place-name: KRIMPEN A/D LEK: [30, 820, 98, 830]
place-name: LEXMOND: [166, 564, 204, 574]
place-name: LEEUWARDEN: [166, 332, 220, 342]
place-name: NIEUWDORP: [440, 714, 487, 724]
place-name: KESTEREN: [30, 185, 71, 195]
listing-entry: [304, 732, 433, 842]
place-name: NOORDEN: [577, 831, 616, 841]
listing-entry: [30, 646, 159, 665]
service-details: Herv. 25 dec. 10.00 ds. J. Niesing, 18.30 ds. E. Kroon, 28 dec. 10.00 ds. M. Maas, 18.30 ds. J. N. Zuijderduijn: [166, 602, 296, 629]
listing-entry: [304, 343, 433, 398]
service-details: Ger. Gem. 25 dec. 9.30 ds. J. IJsselstein, 28 dec. 9.30 en 15.30 ds. C. Hogchem: [303, 279, 433, 306]
place-name: NIEUWLANDE: [577, 250, 628, 260]
service-details: Herv. Evang. op G.G. (in De Til) 25 dec. 10.00 kand. C. H. Buitink, 14.00 ds. J. M. van Wijk, 28 dec. 9.30 dhr. O. Vos, 14.00 ds. J. Noordam: [166, 113, 296, 149]
listing-entry: [167, 565, 296, 602]
listing-entry: [440, 437, 569, 465]
service-details: Herst. Herv. 25 dec. 9.30 en 14.30, 26 dec. 9.30 ds. G. J. N. Meens: [303, 465, 433, 483]
service-details: Herv. Dorpskerk 25 dec. 10.00 en 26 dec. 10.00 ds. G. J. Codée, 28 dec. 10.00 ds. H. F. Klok, 17.00 ds. L. J. Geluk: [303, 139, 433, 175]
listing-entry: [440, 241, 569, 296]
listing-entry: [440, 714, 569, 733]
service-details: Herv. Groote Kerk 25 dec. 10.00 ds. J. van Belzen, 28 dec. 10.00 ds. J. W. Sparreboom, 19.00 ds. P. J. Krijgsman, Chr. Geref. 28 dec. 10.00 en 16.30 ds. S. B. v.d. Meulen: [303, 204, 433, 249]
place-name: KRABBENDIJKE: [30, 665, 90, 675]
listing-column-4: [440, 66, 569, 1056]
place-name: MELISSANT: [303, 483, 347, 493]
service-details: Chr. Geref. De Ark 25 dec. 9.30 en 14.30 ds. W. C. van Sloten, 28 dec. 9.30 ds. S. Otten: [440, 353, 570, 380]
service-details: Ned. Herv. Evang. (in De Wieklag, Molenbrink 68a) 25 dec. 9.30 en 15.30 dhr. D. J. van Keulen, 26 dec. 9.30 ds. A. Kot, 28 dec. 9.30 en 15.30 ds. C. Stelwagen: [166, 806, 296, 851]
listing-entry: [30, 379, 159, 407]
service-details: Chr. Gem. BundelMeerssen (in De Koel, Past. Geelenplein 6, wijk Rothem) 25 dec. 10.00 dhr. P. Haan, 28 dec. 10.00 ds. J. v.d. Meijden: [303, 399, 433, 435]
listing-entry: [304, 138, 433, 175]
place-name: KOLLUM: [30, 507, 62, 517]
listing-entry: [440, 465, 569, 493]
listing-entry: [30, 821, 159, 849]
service-details: Herst. Herv. 25 dec. 9.30 kand. G. K. Terreehorst, 18.30 ds. L. Groenenberg, 28 dec. 9.30 kand. J. B. Boessaard, 18.30 ds. Joh. Post: [30, 149, 159, 185]
service-details: Chr. Geref. 25 dec. 14.30 ds. J. Sijtsma, 28 dec. 9.30 prof. dr. H. J. Selderhuis: [440, 540, 570, 567]
listing-entry: [167, 332, 296, 351]
service-details: Herv. 25 dec. 10.00 en 19.30 ds. E. Gouda, 26 dec. 9.30 ds. J. Mulder, 28 dec. 10.00 ds. D. Jongeneel, 18.30 ds. M. Klaassen. Herst. Herv. 25 dec. 9.30 kand. J. Lankhaar, 18.00 ds. J. van Meggelen, 26 dec. 9.30, 28 dec. 9.30 ds. D. Heemskerk, 28 dec. 10.00 ds. G. de Greef, 18.00 ds. J. van Meggelen: [577, 271, 706, 343]
service-details: Herv. 25 dec. 9.30 ds. A. J. Sonneveld, 18.30 ds. P. L. Tolhoek, 28 dec. 9.30 ds. A. J. Sonneveld, 18.30 ds. J. T. Maa: [166, 852, 296, 880]
listing-entry: [30, 553, 159, 590]
